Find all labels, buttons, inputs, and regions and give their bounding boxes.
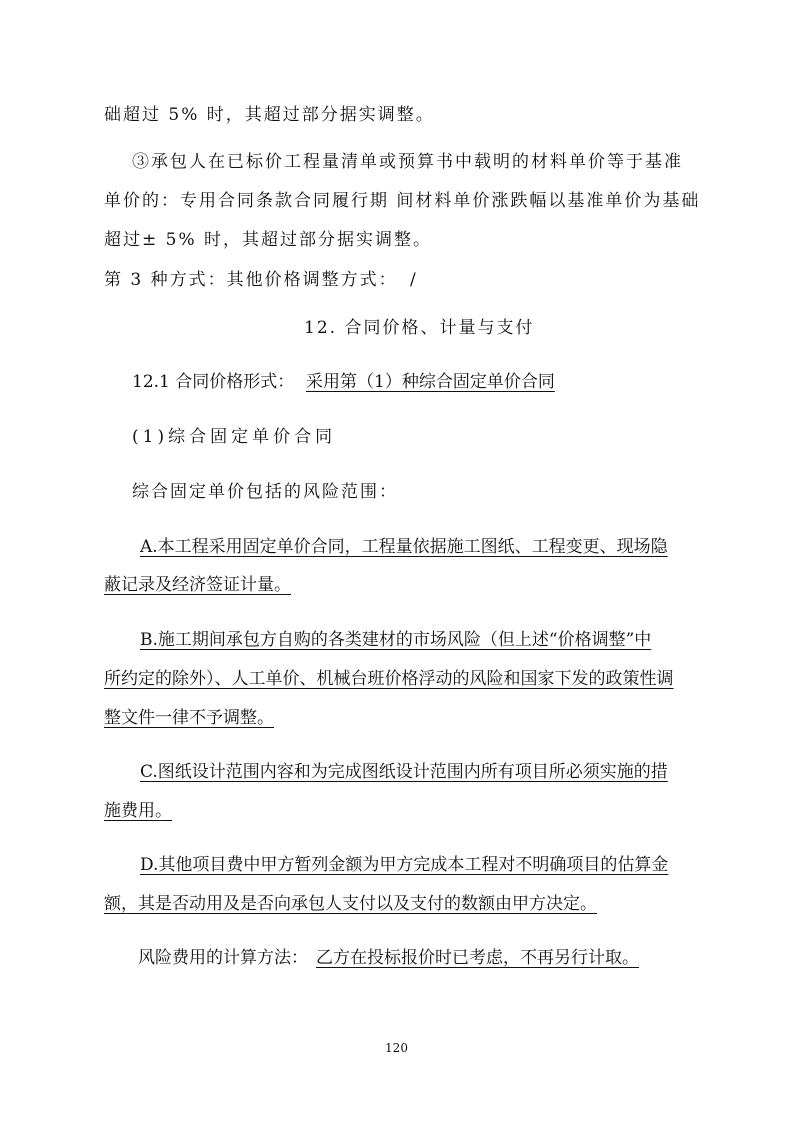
section-value: 采用第（1）种综合固定单价合同 bbox=[306, 372, 555, 392]
risk-item-b: B.施工期间承包方自购的各类建材的市场风险（但上述“价格调整”中 bbox=[140, 630, 652, 650]
risk-item-b-cont: 所约定的除外）、人工单价、机械台班价格浮动的风险和国家下发的政策性调 bbox=[104, 669, 674, 689]
risk-item-c-cont: 施费用。 bbox=[104, 801, 172, 821]
risk-item-d: D.其他项目费中甲方暂列金额为甲方完成本工程对不明确项目的估算金 bbox=[140, 855, 669, 875]
risk-item-a: A.本工程采用固定单价合同，工程量依据施工图纸、工程变更、现场隐 bbox=[140, 537, 668, 557]
text-line: 单价的：专用合同条款合同履行期 间材料单价涨跌幅以基准单价为基础 bbox=[104, 191, 701, 211]
text-line: 第 3 种方式：其他价格调整方式： bbox=[104, 270, 398, 290]
fee-method-label: 风险费用的计算方法： bbox=[138, 948, 308, 968]
section-label: 12.1 合同价格形式： bbox=[132, 372, 295, 392]
page-number: 120 bbox=[385, 1041, 408, 1055]
subsection-title: (1)综合固定单价合同 bbox=[132, 427, 337, 447]
risk-item-c: C.图纸设计范围内容和为完成图纸设计范围内所有项目所必须实施的措 bbox=[140, 762, 668, 782]
text-line: 础超过 5% 时，其超过部分据实调整。 bbox=[104, 105, 435, 125]
adjustment-value: / bbox=[410, 270, 416, 290]
risk-item-a-cont: 蔽记录及经济签证计量。 bbox=[104, 575, 291, 595]
risk-item-d-cont: 额，其是否动用及是否向承包人支付以及支付的数额由甲方决定。 bbox=[104, 894, 597, 914]
text-line: ③承包人在已标价工程量清单或预算书中载明的材料单价等于基准 bbox=[132, 152, 683, 172]
text-line: 综合固定单价包括的风险范围： bbox=[132, 482, 398, 502]
fee-method-value: 乙方在投标报价时已考虑，不再另行计取。 bbox=[316, 948, 639, 968]
risk-item-b-cont: 整文件一律不予调整。 bbox=[104, 708, 274, 728]
text-line: 超过± 5% 时，其超过部分据实调整。 bbox=[104, 230, 433, 250]
section-heading: 12. 合同价格、计量与支付 bbox=[304, 318, 535, 338]
